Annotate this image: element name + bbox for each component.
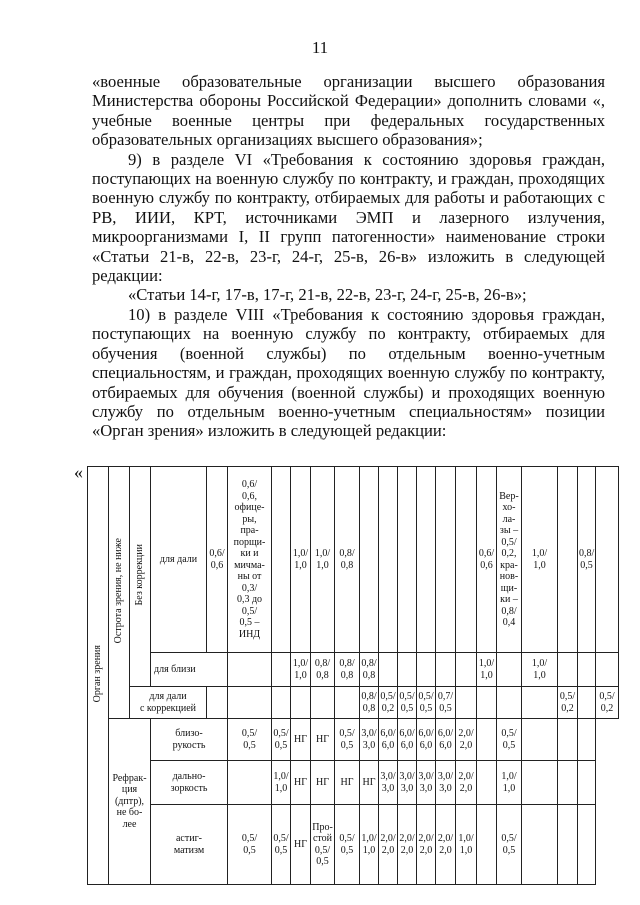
table-row — [88, 761, 619, 805]
page-number: 11 — [311, 38, 329, 57]
paragraph-4: 10) в разделе VIII «Требования к состоянию здоровья граждан, поступающих на военную службу по контракту, отбираемых для обучения (военной службы) по отдельным военно-учетным специальностям, и граждан, проходящих военную службу по контракту, отбираемых для обучения (военной службы) и проходящих военную службу по отдельным военно-учетным специальностям» позиции «Орган зрения» изложить в следующей редакции: — [92, 304, 605, 441]
far-label: для дали — [151, 467, 207, 653]
table-cell: 1,0/ 1,0 — [522, 467, 558, 653]
table-cell: 0,5/ 0,5 — [228, 719, 272, 761]
table-cell: НГ — [311, 719, 335, 761]
table-cell: 0,5/ 0,2 — [558, 687, 578, 719]
table-cell — [360, 467, 379, 653]
table-cell — [436, 467, 456, 653]
refraction-header: Рефрак- ция (дптр), не бо- лее — [109, 719, 151, 885]
table-cell — [497, 653, 522, 687]
table-cell: 1,0/ 1,0 — [291, 653, 311, 687]
table-cell — [477, 719, 497, 761]
table-cell — [398, 467, 417, 653]
table-cell — [291, 687, 311, 719]
table-row — [88, 719, 619, 761]
near-label: для близи — [151, 653, 228, 687]
table-cell: 1,0/ 1,0 — [272, 761, 291, 805]
table-cell: 6,0/ 6,0 — [417, 719, 436, 761]
table-row — [88, 467, 619, 653]
table-cell: 0,5/ 0,5 — [497, 805, 522, 885]
table-cell: 3,0/ 3,0 — [360, 719, 379, 761]
opening-quote: « — [74, 462, 83, 482]
table-cell: 1,0/ 1,0 — [477, 653, 497, 687]
table-cell — [578, 687, 596, 719]
table-cell: НГ — [311, 761, 335, 805]
table-cell: 0,5/ 0,5 — [228, 805, 272, 885]
table-cell — [477, 687, 497, 719]
table-cell: 0,5/ 0,5 — [272, 805, 291, 885]
body-text — [92, 72, 605, 441]
table-cell: 1,0/ 1,0 — [456, 805, 477, 885]
table-cell: НГ — [291, 805, 311, 885]
table-cell: 3,0/ 3,0 — [379, 761, 398, 805]
paragraph-2: 9) в разделе VI «Требования к состоянию здоровья граждан, поступающих на военную службу по контракту, и граждан, проходящих военную службу по контракту, отбираемых для работы и работающих с РВ, ИИИ, КРТ, источниками ЭМП и лазерного излучения, микроорганизмами I, II групп патогенности» наименование строки «Статьи 21-в, 22-в, 23-г, 24-г, 25-в, 26-в» изложить в следующей редакции: — [92, 149, 605, 286]
paragraph-1: «военные образовательные организации высшего образования Министерства обороны Российской Федерации» дополнить словами «, учебные военные центры при федеральных государственных образовательных организациях высшего образования»; — [92, 72, 605, 150]
table-cell: 2,0/ 2,0 — [456, 761, 477, 805]
table-cell — [522, 687, 558, 719]
table-cell — [207, 687, 228, 719]
table-cell — [456, 687, 477, 719]
table-cell: 1,0/ 1,0 — [522, 653, 558, 687]
table-cell: 0,5/ 0,2 — [596, 687, 619, 719]
hyperopia-label: дально- зоркость — [151, 761, 228, 805]
table-cell: 0,5/ 0,5 — [335, 805, 360, 885]
table-cell — [522, 805, 558, 885]
paragraph-3: «Статьи 14-г, 17-в, 17-г, 21-в, 22-в, 23-г, 24-г, 25-в, 26-в»; — [128, 285, 527, 305]
table-cell: 0,5/ 0,5 — [417, 687, 436, 719]
table-cell: 0,5/ 0,5 — [272, 719, 291, 761]
table-cell — [456, 467, 477, 653]
table-cell — [477, 761, 497, 805]
table-cell — [558, 653, 578, 687]
table-row — [88, 805, 619, 885]
table-cell — [379, 467, 398, 653]
table-cell: 2,0/ 2,0 — [436, 805, 456, 885]
table-cell — [558, 719, 578, 761]
table-cell: 0,5/ 0,5 — [398, 687, 417, 719]
table-cell — [398, 653, 417, 687]
table-cell — [578, 653, 596, 687]
table-cell — [272, 467, 291, 653]
table-cell: 3,0/ 3,0 — [417, 761, 436, 805]
table-cell: 0,8/ 0,8 — [360, 687, 379, 719]
table-cell: 0,5/ 0,5 — [497, 719, 522, 761]
far-corrected-label: для дали с коррекцией — [130, 687, 207, 719]
table-cell: 1,0/ 1,0 — [497, 761, 522, 805]
table-cell — [417, 653, 436, 687]
table-cell: Про- стой 0,5/ 0,5 — [311, 805, 335, 885]
table-cell: 2,0/ 2,0 — [456, 719, 477, 761]
table-cell — [311, 687, 335, 719]
table-cell: 0,8/ 0,5 — [578, 467, 596, 653]
table-cell — [578, 761, 596, 805]
table-row — [88, 687, 619, 719]
table-cell: 2,0/ 2,0 — [398, 805, 417, 885]
table-cell: 6,0/ 6,0 — [436, 719, 456, 761]
table-cell: 6,0/ 6,0 — [379, 719, 398, 761]
table-cell: 3,0/ 3,0 — [436, 761, 456, 805]
table-cell: 0,6/ 0,6 — [477, 467, 497, 653]
table-cell: 0,8/ 0,8 — [311, 653, 335, 687]
table-cell: НГ — [291, 719, 311, 761]
no-correction-header: Без коррекции — [130, 467, 151, 687]
table-cell — [417, 467, 436, 653]
table-cell — [272, 687, 291, 719]
table-cell: НГ — [291, 761, 311, 805]
table-cell — [596, 467, 619, 653]
table-cell: 0,6/ 0,6, офице- ры, пра- порщи- ки и мичма- ны от 0,3/ 0,3 до 0,5/ 0,5 – ИНД — [228, 467, 272, 653]
table-cell — [335, 687, 360, 719]
vision-requirements-table — [87, 466, 619, 885]
table-cell: 6,0/ 6,0 — [398, 719, 417, 761]
table-cell — [558, 467, 578, 653]
table-cell: 1,0/ 1,0 — [291, 467, 311, 653]
table-cell: 2,0/ 2,0 — [379, 805, 398, 885]
table-cell — [578, 719, 596, 761]
table-cell: 0,8/ 0,8 — [335, 653, 360, 687]
table-cell: 0,8/ 0,8 — [360, 653, 379, 687]
table-cell — [522, 719, 558, 761]
acuity-header: Острота зрения, не ниже — [109, 467, 130, 719]
table-cell — [272, 653, 291, 687]
table-cell: 1,0/ 1,0 — [360, 805, 379, 885]
table-cell: 0,5/ 0,5 — [335, 719, 360, 761]
table-cell: 3,0/ 3,0 — [398, 761, 417, 805]
table-cell — [228, 761, 272, 805]
table-cell — [558, 761, 578, 805]
table-cell — [228, 687, 272, 719]
table-row — [88, 653, 619, 687]
organ-header: Орган зрения — [88, 467, 109, 885]
table-cell: 0,8/ 0,8 — [335, 467, 360, 653]
table-cell — [558, 805, 578, 885]
table-cell — [228, 653, 272, 687]
table-cell — [379, 653, 398, 687]
table-cell: НГ — [335, 761, 360, 805]
table-cell — [497, 687, 522, 719]
table-cell: Вер- хо- ла- зы – 0,5/ 0,2, кра- нов- щи- ки – 0,8/ 0,4 — [497, 467, 522, 653]
table-cell — [436, 653, 456, 687]
table-cell: 1,0/ 1,0 — [311, 467, 335, 653]
table-cell — [522, 761, 558, 805]
table-cell — [456, 653, 477, 687]
table-cell: 0,5/ 0,2 — [379, 687, 398, 719]
myopia-label: близо- рукость — [151, 719, 228, 761]
table-cell — [578, 805, 596, 885]
table-cell: 0,6/ 0,6 — [207, 467, 228, 653]
table-cell: 0,7/ 0,5 — [436, 687, 456, 719]
table-cell — [596, 653, 619, 687]
table-cell: НГ — [360, 761, 379, 805]
astigmatism-label: астиг- матизм — [151, 805, 228, 885]
table-cell — [477, 805, 497, 885]
table-cell: 2,0/ 2,0 — [417, 805, 436, 885]
